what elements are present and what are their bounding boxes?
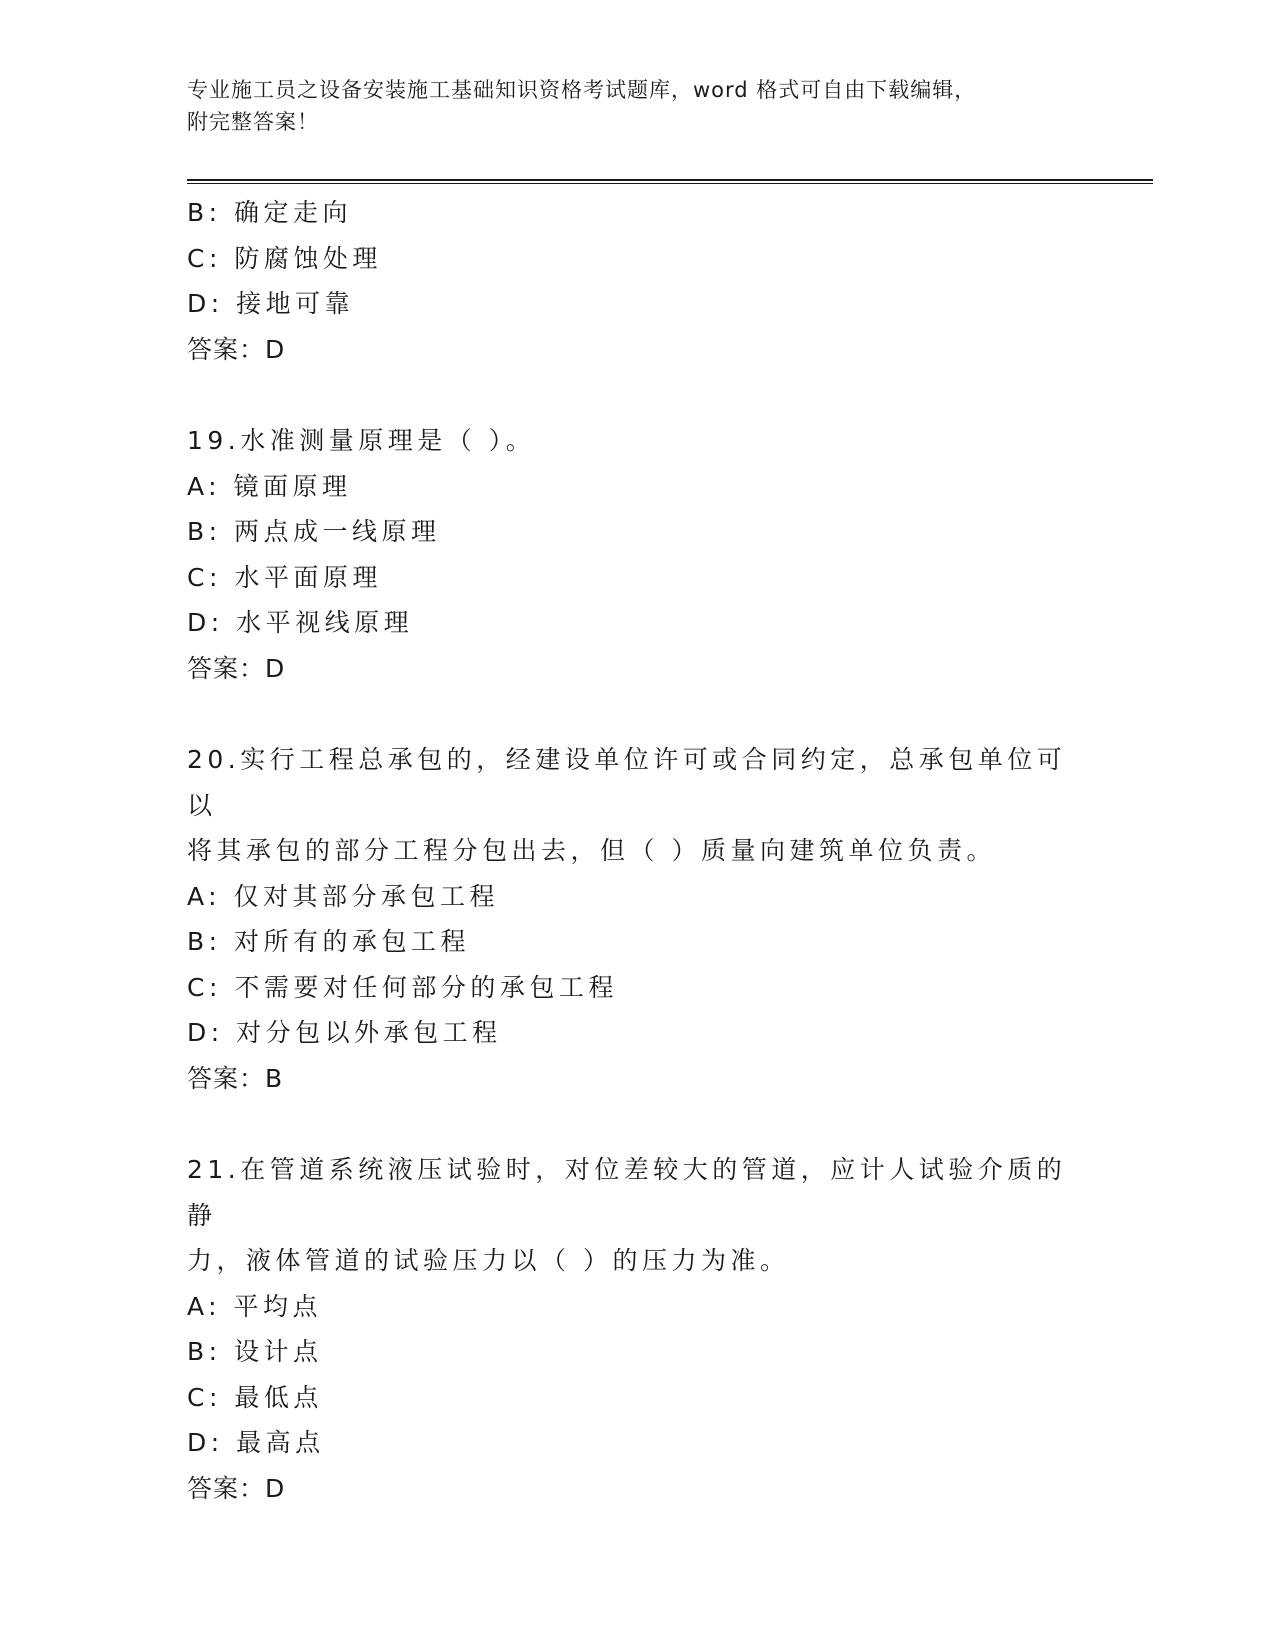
option-b: B: 设计点	[187, 1337, 323, 1366]
option-d: D: 最高点	[187, 1428, 325, 1457]
answer-line: 答案：D	[187, 1473, 286, 1503]
question-spacer	[187, 691, 1067, 737]
question-stem-line-2: 力，液体管道的试验压力以（ ）的压力为准。	[187, 1246, 790, 1275]
header-title-line-1: 专业施工员之设备安装施工基础知识资格考试题库，word 格式可自由下载编辑，	[187, 78, 977, 102]
answer-line: 答案：D	[187, 653, 286, 683]
option-b: B: 两点成一线原理	[187, 517, 441, 546]
option-a: A: 仅对其部分承包工程	[187, 881, 500, 911]
option-b: B: 对所有的承包工程	[187, 927, 471, 956]
option-d: D: 水平视线原理	[187, 608, 414, 637]
answer-line: 答案：B	[187, 1063, 284, 1093]
header-divider	[187, 179, 1153, 184]
question-stem-line-2: 将其承包的部分工程分包出去，但（ ）质量向建筑单位负责。	[187, 836, 996, 865]
option-d: D: 接地可靠	[187, 289, 355, 318]
option-c: C: 水平面原理	[187, 562, 382, 592]
option-b: B: 确定走向	[187, 198, 353, 227]
option-c: C: 防腐蚀处理	[187, 243, 382, 273]
question-stem-line-1: 20.实行工程总承包的，经建设单位许可或合同约定，总承包单位可以	[187, 745, 1067, 820]
option-a: A: 平均点	[187, 1291, 323, 1321]
header-title-line-2: 附完整答案！	[187, 110, 319, 134]
option-c: C: 最低点	[187, 1382, 323, 1412]
option-d: D: 对分包以外承包工程	[187, 1018, 502, 1047]
question-19	[187, 418, 1067, 691]
question-stem-line-1: 21.在管道系统液压试验时，对位差较大的管道，应计人试验介质的静	[187, 1155, 1067, 1230]
answer-line: 答案：D	[187, 334, 286, 364]
document-header	[187, 74, 1067, 138]
question-spacer	[187, 372, 1067, 418]
question-stem: 19.水准测量原理是（ ）。	[187, 426, 536, 455]
option-a: A: 镜面原理	[187, 471, 352, 501]
question-list	[187, 190, 1067, 1511]
question-18-partial	[187, 190, 1067, 372]
question-21	[187, 1147, 1067, 1511]
question-20	[187, 737, 1067, 1101]
option-c: C: 不需要对任何部分的承包工程	[187, 972, 618, 1002]
question-spacer	[187, 1101, 1067, 1147]
